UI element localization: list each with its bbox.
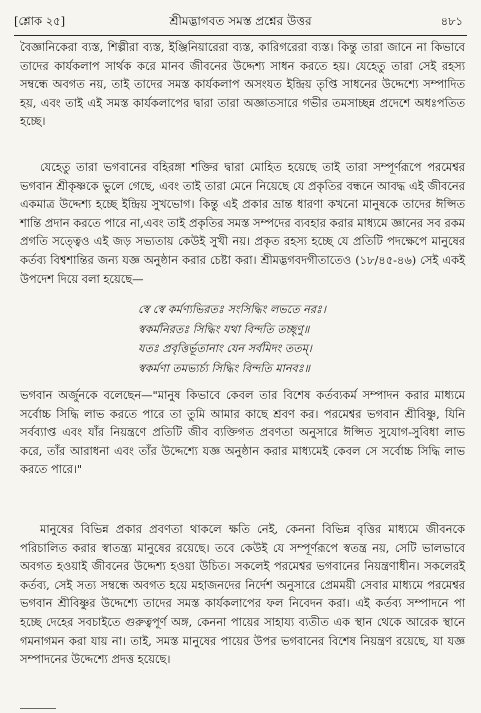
paragraph-2	[20, 158, 465, 288]
verse-line-2: স্বকর্মনিরতঃ সিদ্ধিং যথা বিন্দতি তচ্ছৃণু॥	[138, 322, 310, 336]
running-title: শ্রীমদ্ভাগবত সমস্ত প্রশ্নের উত্তর	[169, 14, 312, 28]
footer-mark	[20, 705, 56, 709]
paragraph-text: যেহেতু তারা ভগবানের বহিরঙ্গা শক্তির দ্বারা মোহিত হয়েছে তাই তারা সম্পূর্ণরূপে পরমেশ্বর ভগবান শ্রীকৃষ্ণকে ভুলে গেছে, এবং তাই তারা মেনে নিয়েছে যে প্রকৃতির বন্ধনে আবদ্ধ এই জীবনের একমাত্র উদ্দেশ্য হচ্ছে ইন্দ্রিয় সুখভোগ। কিন্তু এই প্রকার ভ্রান্ত ধারণা কখনো মানুষকে তাদের ঈপ্সিত শান্তি প্রদান করতে পারে না,এবং তাই প্রকৃতির সমস্ত সম্পদের ব্যবহার করার মাধ্যমে জ্ঞানের সব রকম প্রগতি সত্ত্বেও এই জড় সভ্যতায় কেউই সুখী নয়। প্রকৃত রহস্য হচ্ছে যে প্রতিটি পদক্ষেপে মানুষের কর্তব্য বিশ্বশান্তির জন্য যজ্ঞ অনুষ্ঠান করার চেষ্টা করা। শ্রীমদ্ভগবদগীতাতেও (১৮/৪৫-৪৬) সেই একই উপদেশ দিয়ে বলা হয়েছে—	[20, 160, 465, 286]
paragraph-3	[20, 386, 465, 479]
page-number: ৪৮১	[440, 14, 463, 28]
verse-line-1: স্বে স্বে কর্মণ্যভিরতঃ সংসিদ্ধিং লভতে নরঃ।	[138, 303, 326, 316]
paragraph-text: ভগবান অর্জুনকে বলেছেন—"মানুষ কিভাবে কেবল তার বিশেষ কর্তব্যকর্ম সম্পাদন করার মাধ্যমে সর্বোচ্চ সিদ্ধি লাভ করতে পারে তা তুমি আমার কাছে শ্রবণ কর। পরমেশ্বর ভগবান শ্রীবিষ্ণু, যিনি সর্বব্যাপ্ত এবং যাঁর নিয়ন্ত্রণে প্রতিটি জীব ব্যক্তিগত প্রবণতা অনুসারে ঈপ্সিত সুযোগ-সুবিধা লাভ করে, তাঁর আরাধনা এবং তাঁর উদ্দেশ্যে যজ্ঞ অনুষ্ঠান করার মাধ্যমেই কেবল সে সর্বোচ্চ সিদ্ধি লাভ করতে পারে।"	[20, 388, 465, 477]
verse-line-3: যতঃ প্রবৃত্তির্ভূতানাং যেন সর্বমিদং ততম্।	[138, 342, 312, 355]
paragraph-text: মানুষের বিভিন্ন প্রকার প্রবণতা থাকলে ক্ষতি নেই, কেননা বিভিন্ন বৃত্তির মাধ্যমে জীবনকে পরিচালিত করার স্বাতন্ত্র্য মানুষের রয়েছে। তবে কেউই যে সম্পূর্ণরূপে স্বতন্ত্র নয়, সেটি ভালভাবে অবগত হওয়াই জীবনের উদ্দেশ্য হওয়া উচিত। সকলেই পরমেশ্বর ভগবানের নিয়ন্ত্রণাধীন। সকলেরই কর্তব্য, সেই সত্য সম্বন্ধে অবগত হয়ে মহাজনদের নির্দেশ অনুসারে প্রেমময়ী সেবার মাধ্যমে পরমেশ্বর ভগবান শ্রীবিষ্ণুর উদ্দেশ্যে তাদের সমস্ত কার্যকলাপের ফল নিবেদন করা। এই কর্তব্য সম্পাদনে পা হচ্ছে দেহের সবচাইতে গুরুত্বপূর্ণ অঙ্গ, কেননা পায়ের সাহায্য ব্যতীত এক স্থান থেকে আরেক স্থানে গমনাগমন করা যায় না। তাই, সমস্ত মানুষের পায়ের উপর ভগবানের বিশেষ নিয়ন্ত্রণ রয়েছে, যা যজ্ঞ সম্পাদনের উদ্দেশ্যে প্রদত্ত হয়েছে।	[20, 522, 465, 667]
page-header	[14, 10, 467, 32]
verse-reference: [শ্লোক ২৫]	[14, 14, 66, 28]
paragraph-4	[20, 520, 465, 669]
paragraph-1	[20, 38, 465, 131]
paragraph-text: বৈজ্ঞানিকেরা ব্যস্ত, শিল্পীরা ব্যস্ত, ইঞ্জিনিয়ারেরা ব্যস্ত, কারিগরেরা ব্যস্ত। কিন্তু তারা জানে না কিভাবে তাদের কার্যকলাপ সার্থক করে মানব জীবনের উদ্দেশ্য সাধন করতে হয়। যেহেতু তারা সেই রহস্য সম্বন্ধে অবগত নয়, তাই তাদের সমস্ত কার্যকলাপ অসংযত ইন্দ্রিয় তৃপ্তি সাধনের উদ্দেশ্যে সম্পাদিত হয়, এবং তাই এই সমস্ত কার্যকলাপের দ্বারা তারা অজ্ঞাতসারে গভীর তমসাচ্ছন্ন প্রদেশে অধঃপতিত হচ্ছে।	[20, 40, 465, 129]
verse-line-4: স্বকর্মণা তমভ্যর্চ্য সিদ্ধিং বিন্দতি মানবঃ॥	[138, 361, 311, 375]
gita-verse-block	[138, 300, 465, 378]
header-rule	[14, 35, 467, 36]
